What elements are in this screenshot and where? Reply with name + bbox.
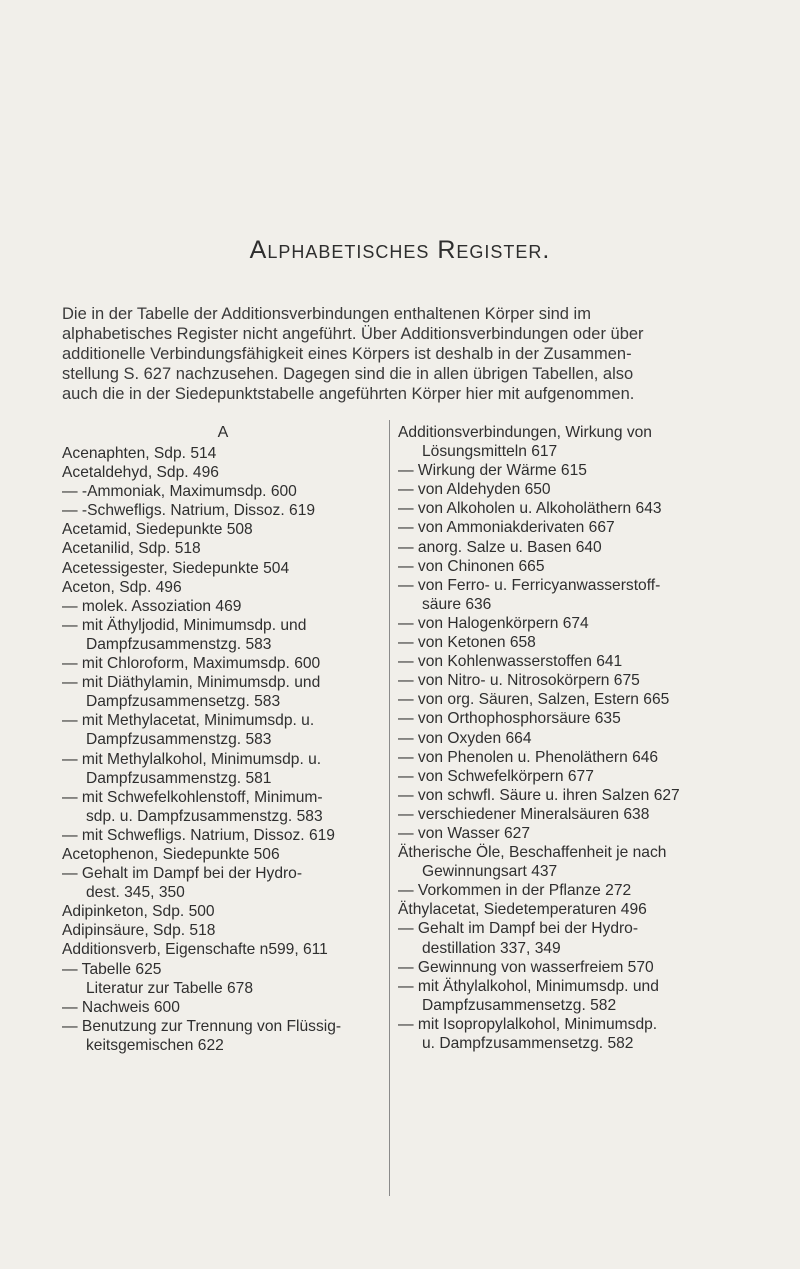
- index-entry: Dampfzusammenstzg. 581: [86, 769, 272, 787]
- index-entry: Acetanilid, Sdp. 518: [62, 540, 201, 558]
- index-entry: — Gehalt im Dampf bei der Hydro-: [62, 865, 303, 883]
- index-entry: — anorg. Salze u. Basen 640: [398, 538, 602, 556]
- index-entry: — von Orthophosphorsäure 635: [398, 710, 621, 728]
- intro-line: auch die in der Siedepunktstabelle angeführten Körper hier mit aufgenommen.: [62, 385, 635, 403]
- index-entry: — verschiedener Mineralsäuren 638: [398, 805, 650, 823]
- index-entry: — von Ketonen 658: [398, 634, 536, 652]
- index-entry: — mit Methylalkohol, Minimumsdp. u.: [62, 750, 322, 768]
- index-entry: Dampfzusammensetzg. 582: [422, 996, 617, 1014]
- index-entry: säure 636: [422, 595, 492, 613]
- index-entry: Acetaldehyd, Sdp. 496: [62, 464, 219, 482]
- page-title: Alphabetisches Register.: [249, 236, 551, 264]
- index-entry: Aceton, Sdp. 496: [62, 578, 182, 596]
- index-column-right: [398, 423, 748, 1053]
- index-entry: Additionsverb, Eigenschafte n599, 611: [62, 941, 328, 959]
- index-entry: Adipinketon, Sdp. 500: [62, 903, 215, 921]
- section-letter: A: [217, 424, 229, 441]
- index-entry: sdp. u. Dampfzusammenstzg. 583: [86, 807, 323, 825]
- index-entry: Acetessigester, Siedepunkte 504: [62, 559, 290, 577]
- index-entry: — von schwfl. Säure u. ihren Salzen 627: [398, 786, 680, 804]
- index-entry: — Gewinnung von wasserfreiem 570: [398, 958, 654, 976]
- index-entry: Dampfzusammensetzg. 583: [86, 693, 281, 711]
- intro-line: stellung S. 627 nachzusehen. Dagegen sind die in allen übrigen Tabellen, also: [62, 365, 634, 383]
- index-column-left: [62, 423, 384, 1055]
- index-entry: — molek. Assoziation 469: [62, 597, 242, 615]
- index-entry: Acetamid, Siedepunkte 508: [62, 521, 253, 539]
- index-entry: — von org. Säuren, Salzen, Estern 665: [398, 691, 670, 709]
- index-entry: Lösungsmitteln 617: [422, 443, 558, 461]
- index-entry: dest. 345, 350: [86, 884, 185, 902]
- index-entry: — von Schwefelkörpern 677: [398, 767, 594, 785]
- index-entry: — Tabelle 625: [62, 960, 162, 978]
- index-entry: — Nachweis 600: [62, 998, 180, 1016]
- intro-paragraph: [62, 304, 748, 404]
- index-entry: — -Schwefligs. Natrium, Dissoz. 619: [62, 502, 316, 520]
- index-entry: — von Wasser 627: [398, 824, 531, 842]
- index-entry: — von Kohlenwasserstoffen 641: [398, 653, 623, 671]
- index-entry: — Benutzung zur Trennung von Flüssig-: [62, 1017, 342, 1035]
- index-entry: — von Alkoholen u. Alkoholäthern 643: [398, 500, 662, 518]
- index-entry: — mit Schwefligs. Natrium, Dissoz. 619: [62, 826, 335, 844]
- index-entry: u. Dampfzusammensetzg. 582: [422, 1035, 634, 1052]
- column-divider: [389, 420, 390, 1196]
- index-entry: — mit Methylacetat, Minimumsdp. u.: [62, 712, 315, 730]
- index-entry: destillation 337, 349: [422, 939, 561, 957]
- index-entry: Acetophenon, Siedepunkte 506: [62, 845, 280, 863]
- index-entry: Äthylacetat, Siedetemperaturen 496: [398, 901, 647, 919]
- index-entry: — mit Äthylalkohol, Minimumsdp. und: [398, 977, 659, 995]
- index-entry: — von Nitro- u. Nitrosokörpern 675: [398, 672, 640, 690]
- index-entry: Literatur zur Tabelle 678: [86, 979, 254, 997]
- index-entry: — von Ammoniakderivaten 667: [398, 519, 615, 537]
- index-entry: — -Ammoniak, Maximumsdp. 600: [62, 483, 297, 501]
- index-entry: — mit Isopropylalkohol, Minimumsdp.: [398, 1015, 658, 1033]
- index-entry: — von Phenolen u. Phenoläthern 646: [398, 748, 659, 766]
- intro-line: alphabetisches Register nicht angeführt. Über Additionsverbindungen oder über: [62, 325, 644, 343]
- index-entry: — von Oxyden 664: [398, 729, 532, 747]
- intro-line: additionelle Verbindungsfähigkeit eines Körpers ist deshalb in der Zusammen-: [62, 345, 632, 363]
- index-entry: — mit Äthyljodid, Minimumsdp. und: [62, 616, 307, 634]
- intro-line: Die in der Tabelle der Additionsverbindungen enthaltenen Körper sind im: [62, 305, 591, 323]
- index-entry: Dampfzusammenstzg. 583: [86, 635, 272, 653]
- index-entry: — von Chinonen 665: [398, 557, 545, 575]
- index-entry: Dampfzusammenstzg. 583: [86, 731, 272, 749]
- index-entry: Gewinnungsart 437: [422, 863, 558, 881]
- index-entry: — mit Schwefelkohlenstoff, Minimum-: [62, 788, 323, 806]
- index-entry: Adipinsäure, Sdp. 518: [62, 922, 216, 940]
- index-entry: Acenaphten, Sdp. 514: [62, 445, 217, 462]
- index-entry: — mit Chloroform, Maximumsdp. 600: [62, 655, 321, 673]
- index-entry: Ätherische Öle, Beschaffenheit je nach: [398, 844, 667, 862]
- index-entry: Additionsverbindungen, Wirkung von: [398, 424, 652, 441]
- index-entry: — von Ferro- u. Ferricyanwasserstoff-: [398, 576, 661, 594]
- index-entry: — Wirkung der Wärme 615: [398, 462, 587, 480]
- index-entry: — von Halogenkörpern 674: [398, 614, 589, 632]
- index-entry: — von Aldehyden 650: [398, 481, 551, 499]
- index-entry: — Gehalt im Dampf bei der Hydro-: [398, 920, 639, 938]
- index-entry: keitsgemischen 622: [86, 1036, 224, 1054]
- index-entry: — mit Diäthylamin, Minimumsdp. und: [62, 674, 321, 692]
- index-entry: — Vorkommen in der Pflanze 272: [398, 882, 632, 900]
